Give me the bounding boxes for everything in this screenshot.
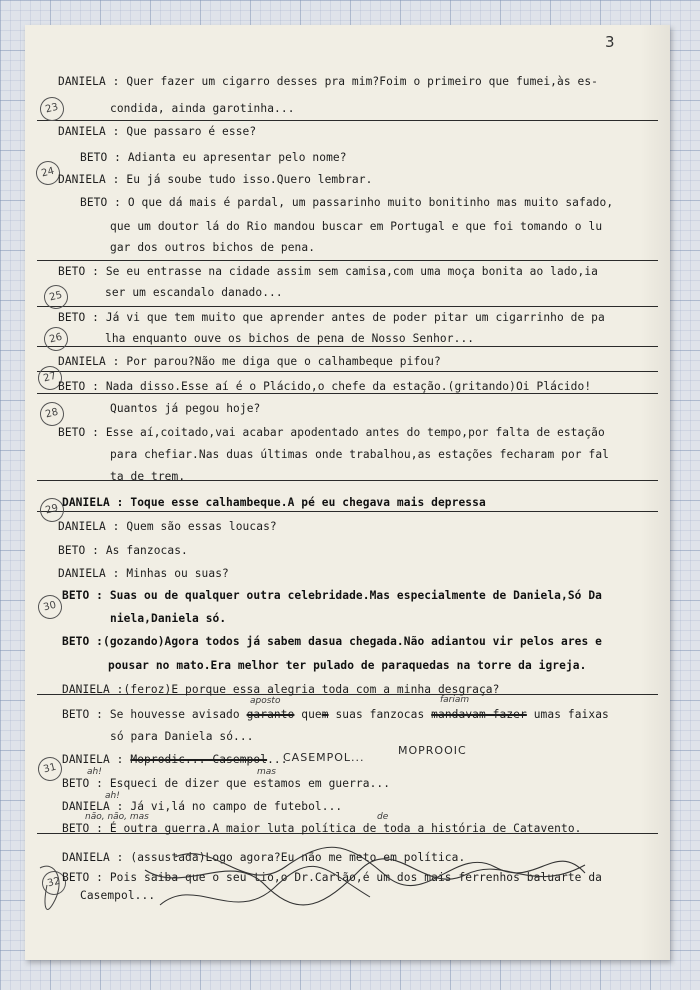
dialogue-line: ta de trem.	[110, 470, 186, 483]
handwritten-correction: de	[377, 812, 389, 822]
scene-number-23: 23	[37, 94, 66, 123]
dialogue-line: DANIELA : Que passaro é esse?	[58, 125, 257, 138]
dialogue-line: que um doutor lá do Rio mandou buscar em Portugal e que foi tomando o lu	[110, 220, 603, 233]
dialogue-line: DANIELA : Quem são essas loucas?	[58, 520, 277, 533]
text-fragment: DANIELA :	[62, 753, 131, 766]
scene-number-28: 28	[37, 399, 66, 428]
struck-words: Moprodic... Casempol	[130, 753, 268, 766]
dialogue-line: DANIELA : (assustada)Logo agora?Eu não me meto em política.	[62, 851, 466, 864]
dialogue-line: DANIELA : Toque esse calhambeque.A pé eu chegava mais depressa	[62, 496, 486, 509]
dialogue-line: ser um escandalo danado...	[105, 286, 283, 299]
dialogue-line: BETO : Se eu entrasse na cidade assim sem camisa,com uma moça bonita ao lado,ia	[58, 265, 598, 278]
handwritten-correction: fariam	[440, 695, 470, 705]
scene-number-31: 31	[35, 754, 64, 783]
dialogue-line: BETO : Pois saiba que o seu tio,o Dr.Carlão,é um dos mais ferrenhos baluarte da	[62, 871, 602, 884]
struck-letter: m	[321, 708, 329, 721]
struck-words: mandavam fazer	[431, 708, 527, 721]
scene-number-32: 32	[39, 868, 68, 897]
dialogue-line: Quantos já pegou hoje?	[110, 402, 261, 415]
dialogue-line: BETO : Esse aí,coitado,vai acabar apodentado antes do tempo,por falta de estação	[58, 426, 605, 439]
dialogue-line: DANIELA : Eu já soube tudo isso.Quero lembrar.	[58, 173, 373, 186]
text-fragment: houvesse avisado	[130, 708, 247, 721]
handwritten-correction: aposto	[250, 696, 281, 706]
dialogue-line: niela,Daniela só.	[110, 612, 227, 625]
dialogue-line: para chefiar.Nas duas últimas onde trabalhou,as estações fecharam por fal	[110, 448, 609, 461]
handwritten-correction: MOPROOIC	[398, 744, 467, 757]
handwritten-correction: não, não, mas	[85, 812, 149, 822]
dialogue-line: DANIELA : Já vi,lá no campo de futebol...	[62, 800, 343, 813]
dialogue-line: BETO : O que dá mais é pardal, um passarinho muito bonitinho mas muito safado,	[80, 196, 614, 209]
dialogue-line: DANIELA : Quer fazer um cigarro desses pra mim?Foim o primeiro que fumei,às es-	[58, 75, 598, 88]
dialogue-line: pousar no mato.Era melhor ter pulado de paraquedas na torre da igreja.	[108, 659, 587, 672]
text-fragment: BETO : Se	[62, 708, 131, 721]
text-fragment: que	[294, 708, 322, 721]
handwritten-correction: CASEMPOL...	[283, 751, 365, 764]
page-number: 3	[605, 33, 615, 51]
scene-number-24: 24	[33, 158, 62, 187]
scene-number-30: 30	[35, 592, 64, 621]
struck-word: garanto	[246, 708, 295, 721]
scene-number-27: 27	[35, 363, 64, 392]
dialogue-line: BETO : Já vi que tem muito que aprender antes de poder pitar um cigarrinho de pa	[58, 311, 605, 324]
dialogue-line: BETO : As fanzocas.	[58, 544, 188, 557]
handwritten-correction: mas	[257, 767, 276, 777]
scene-number-25: 25	[41, 282, 70, 311]
dialogue-line: BETO :(gozando)Agora todos já sabem dasua chegada.Não adiantou vir pelos ares e	[62, 635, 602, 648]
dialogue-line: só para Daniela só...	[110, 730, 254, 743]
crossed-out-scribble	[25, 25, 670, 960]
text-fragment: suas fanzocas	[328, 708, 432, 721]
text-fragment: umas faixas	[526, 708, 609, 721]
scene-number-29: 29	[37, 495, 66, 524]
dialogue-line: condida, ainda garotinha...	[110, 102, 295, 115]
dialogue-line: DANIELA : Por parou?Não me diga que o calhambeque pifou?	[58, 355, 441, 368]
script-page	[25, 25, 670, 960]
dialogue-line: DANIELA :(feroz)E porque essa alegria toda com a minha desgraça?	[62, 683, 500, 696]
dialogue-line: gar dos outros bichos de pena.	[110, 241, 316, 254]
dialogue-line: BETO : É outra guerra.A maior luta política de toda a história de Catavento.	[62, 822, 582, 835]
dialogue-line: BETO : Nada disso.Esse aí é o Plácido,o chefe da estação.(gritando)Oi Plácido!	[58, 380, 592, 393]
dialogue-line: BETO : Adianta eu apresentar pelo nome?	[80, 151, 347, 164]
scene-number-26: 26	[41, 324, 70, 353]
dialogue-line: BETO : Suas ou de qualquer outra celebridade.Mas especialmente de Daniela,Só Da	[62, 589, 602, 602]
dialogue-line: DANIELA : Minhas ou suas?	[58, 567, 229, 580]
handwritten-correction: ah!	[87, 767, 102, 777]
text-fragment: ...	[267, 753, 288, 766]
dialogue-line: lha enquanto ouve os bichos de pena de Nosso Senhor...	[105, 332, 475, 345]
handwritten-correction: ah!	[105, 791, 120, 801]
dialogue-line: Casempol...	[80, 889, 156, 902]
dialogue-line: BETO : Esqueci de dizer que estamos em guerra...	[62, 777, 391, 790]
